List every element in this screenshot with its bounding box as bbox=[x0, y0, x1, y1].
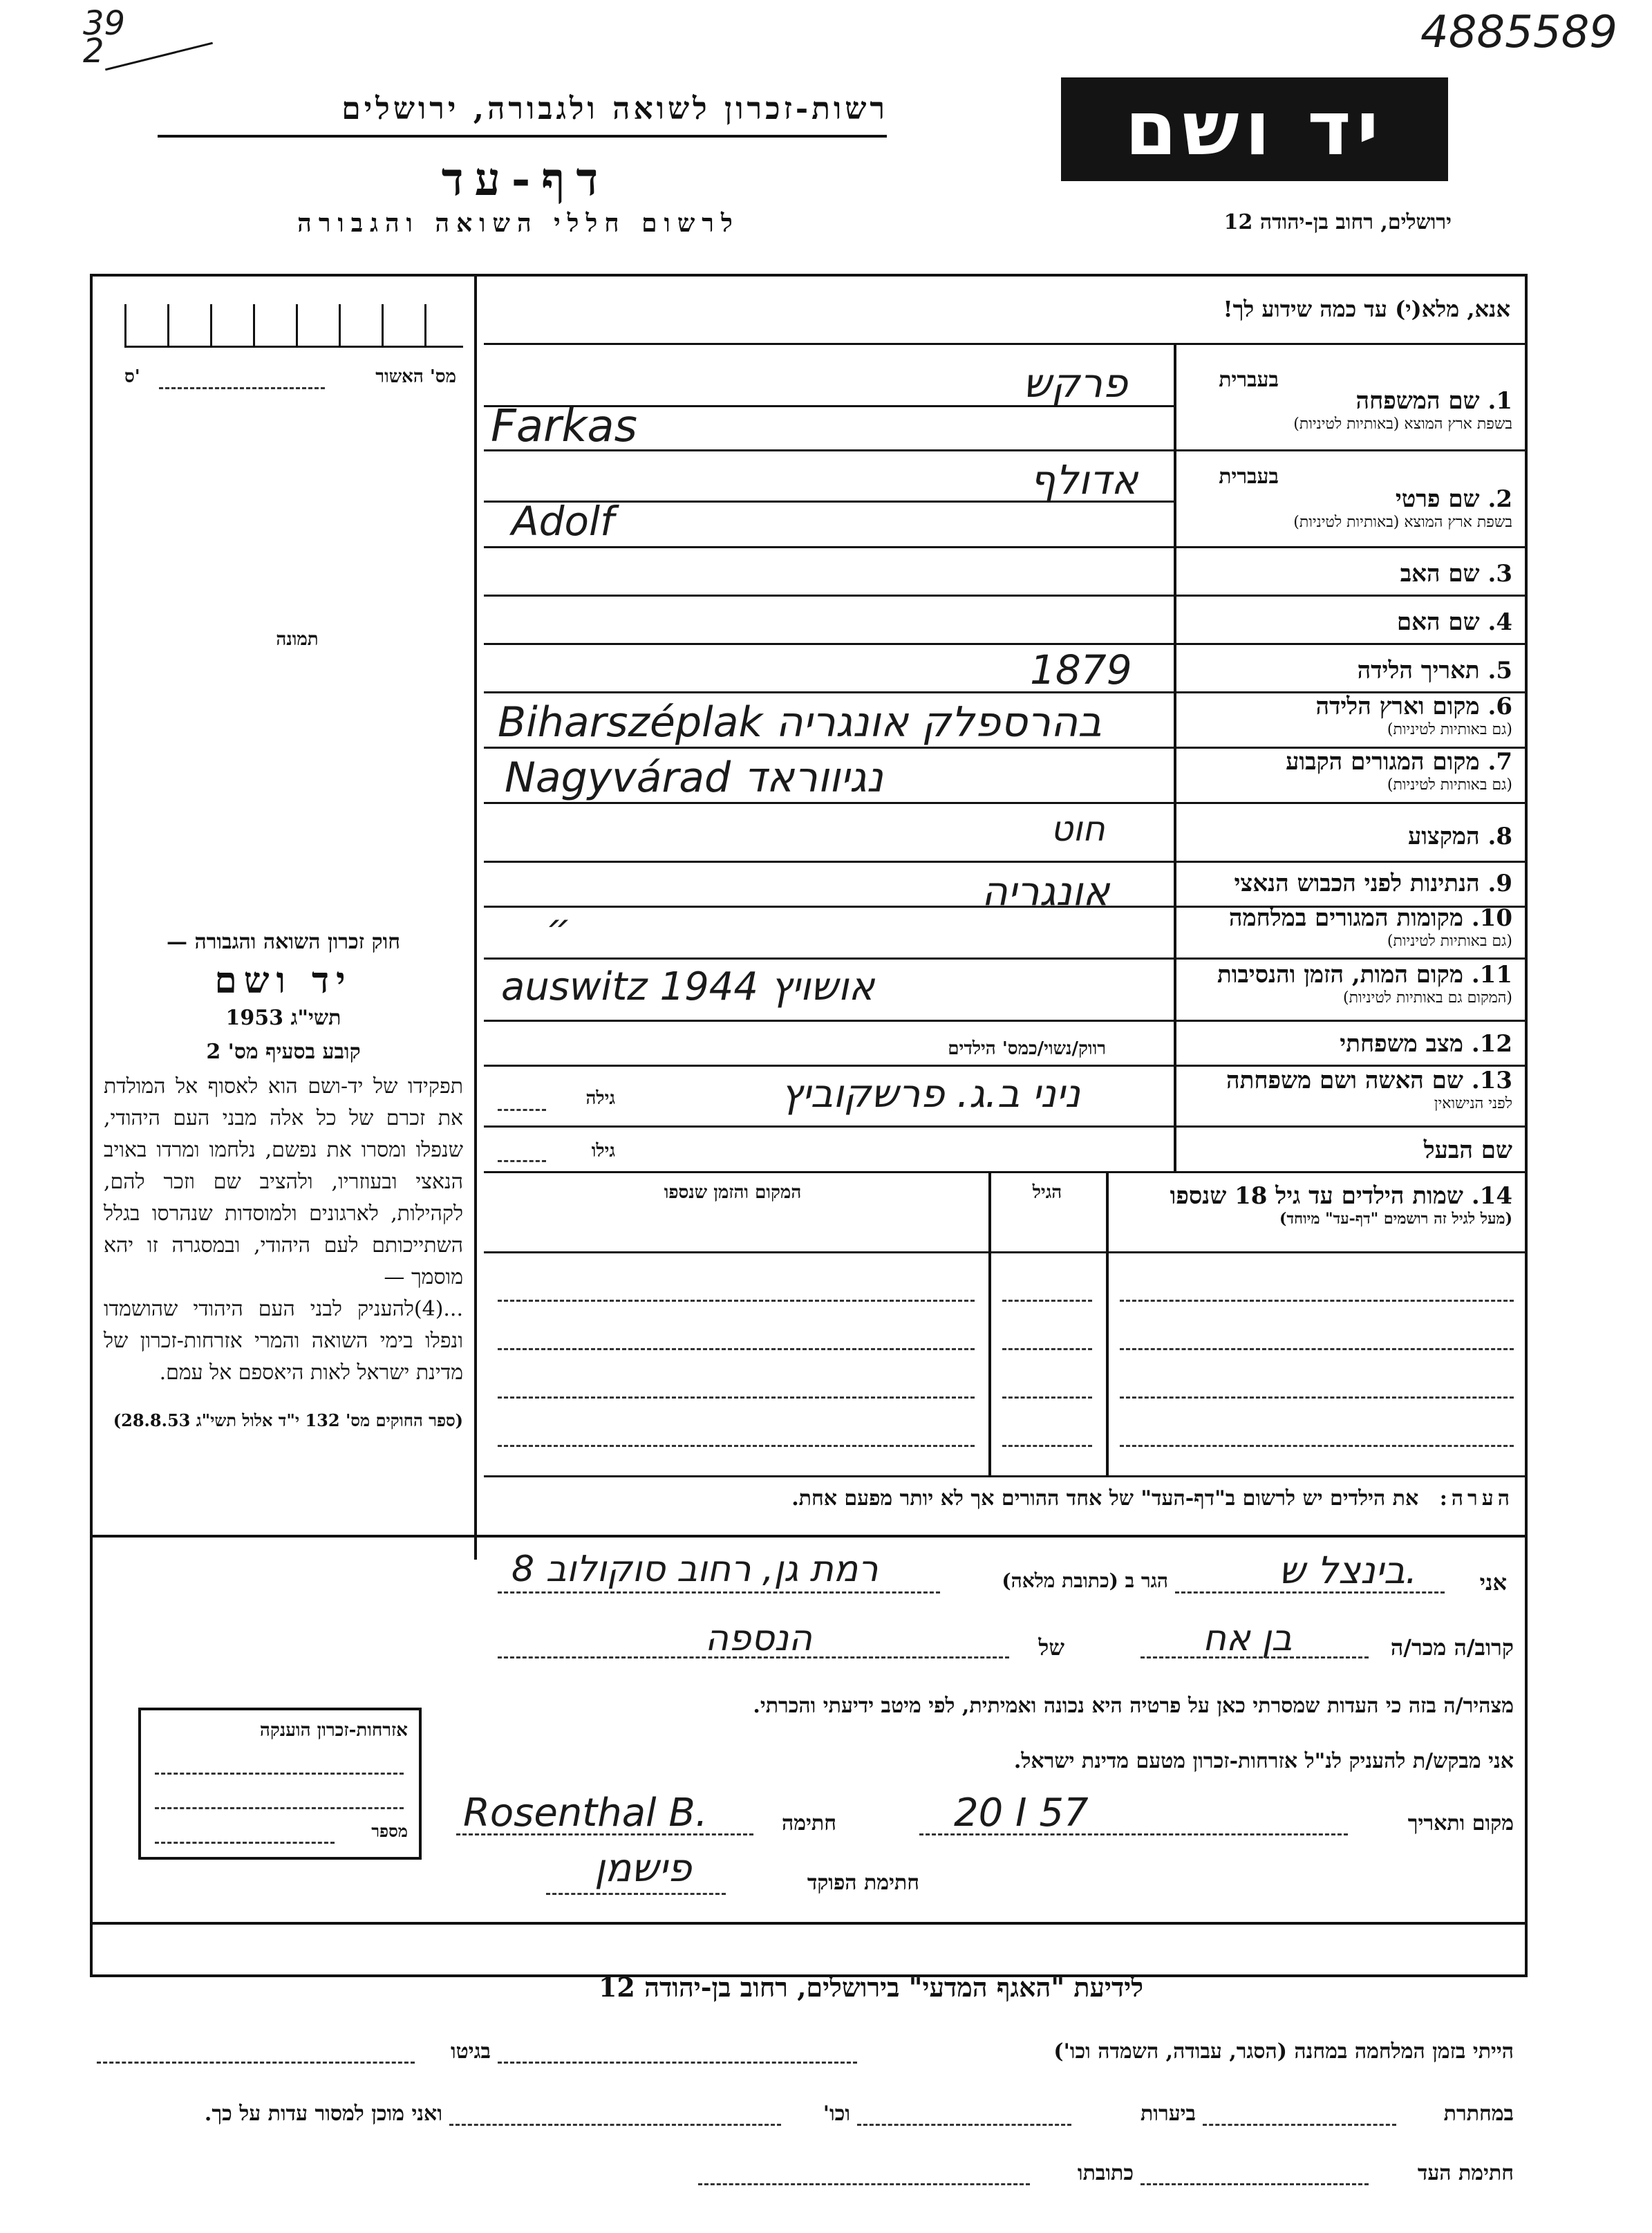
footer-line2-c: וכו' bbox=[823, 2102, 850, 2126]
signature-value: Rosenthal B. bbox=[463, 1791, 708, 1835]
approval-suffix: ס' bbox=[124, 366, 140, 387]
footer-line2-d: ואני מוכן למסור עדות על כך. bbox=[204, 2102, 442, 2126]
field-7-label: 7. מקום המגורים הקבוע (גם באותיות לטיניות) bbox=[1286, 748, 1512, 794]
statement-1: מצהיר/ה בזה כי העדות שמסרתי כאן על פרטיה היא נכונה ואמיתית, לפי מיטב ידיעתי והכרתי. bbox=[753, 1694, 1514, 1718]
field-9-label: 9. הנתינות לפני הכבוש הנאצי bbox=[1234, 870, 1512, 897]
note-label: הערה: bbox=[1439, 1486, 1514, 1511]
yad-vashem-logo bbox=[1061, 77, 1448, 181]
of-value: הנספה bbox=[705, 1618, 812, 1659]
intro-text: אנא, מלא(י) עד כמה שידוע לך! bbox=[1223, 296, 1510, 322]
field-10-value: ״ bbox=[546, 906, 572, 951]
field-2-value-hebrew: אדולף bbox=[1030, 456, 1138, 503]
footer-line2-a: במחתרת bbox=[1443, 2102, 1514, 2126]
footer-line1-a: הייתי בזמן המלחמה במחנה (הסגר, עבודה, השמדה וכו') bbox=[1053, 2039, 1514, 2064]
declaration-lives-label: הגר ב (כתובת מלאה) bbox=[1002, 1569, 1168, 1592]
declaration-i-label: אני bbox=[1479, 1569, 1507, 1596]
approval-label: מס' האשור bbox=[375, 366, 456, 387]
field-9-value: אונגריה bbox=[982, 868, 1110, 915]
field-13-value: ניני ב.ג. פרשקוביץ bbox=[781, 1072, 1080, 1116]
field-8-value: חוט bbox=[1051, 809, 1105, 849]
field-12-label: 12. מצב משפחתי bbox=[1340, 1030, 1512, 1058]
law-box bbox=[104, 930, 463, 1432]
officer-label: חתימת הפוקד bbox=[807, 1871, 919, 1895]
law-text-2: ...(4)להעניק לבני העם היהודי שהושמדו ונפלו בימי השואה והמרי אזרחות-זכרון של מדינת ישראל לאות היאספם אל עמם. bbox=[104, 1297, 463, 1385]
citizenship-box-title: אזרחות-זכרון הוענקה bbox=[259, 1720, 408, 1741]
field-6-value: Biharszéplak בהרספלק אונגריה bbox=[498, 698, 1102, 747]
corner-note: 39 2 bbox=[83, 4, 126, 71]
field-1-value-latin: Farkas bbox=[491, 401, 637, 452]
field-3-label: 3. שם האב bbox=[1400, 560, 1512, 588]
field-11-value: auswitz 1944 אושויץ bbox=[501, 964, 875, 1009]
institution-name: רשות-זכרון לשואה ולגבורה, ירושלים bbox=[341, 91, 888, 127]
law-title: חוק זכרון השואה והגבורה — bbox=[167, 930, 400, 954]
footer-title: לידיעת "האגף המדעי" בירושלים, רחוב בן-יהודה 12 bbox=[598, 1972, 1144, 2003]
header-address: ירושלים, רחוב בן-יהודה 12 bbox=[1223, 210, 1452, 234]
field-11-label: 11. מקום המות, הזמן והנסיבות (המקום גם באותיות לטיניות) bbox=[1217, 961, 1512, 1007]
photo-label: תמונה bbox=[276, 629, 319, 650]
archive-number: 4885589 bbox=[1420, 7, 1617, 58]
relative-value: בן אח bbox=[1203, 1618, 1293, 1659]
field-2-value-latin: Adolf bbox=[511, 498, 614, 545]
form-subtitle: לרשום חללי השואה והגבורה bbox=[297, 209, 740, 238]
field-6-label: 6. מקום וארץ הלידה (גם באותיות לטיניות) bbox=[1315, 693, 1512, 738]
law-year: תשי"ג 1953 bbox=[225, 1006, 341, 1030]
husband-label: שם הבעל bbox=[1423, 1137, 1512, 1164]
field-2-hebrew-tag: בעברית bbox=[1219, 465, 1279, 489]
law-section: קובע בסעיף מס' 2 bbox=[206, 1040, 361, 1064]
wife-age-label: גילה bbox=[585, 1088, 615, 1109]
children-col-age: הגיל bbox=[1032, 1182, 1062, 1203]
citizenship-box bbox=[138, 1708, 422, 1860]
field-10-label: 10. מקומות המגורים במלחמה (גם באותיות לטיניות) bbox=[1228, 904, 1512, 950]
place-date-label: מקום ותאריך bbox=[1407, 1811, 1514, 1835]
officer-value: פישמן bbox=[594, 1846, 692, 1891]
field-8-label: 8. המקצוע bbox=[1407, 823, 1512, 850]
field-13-label: 13. שם האשה ושם משפחתה לפני הנישואין bbox=[1226, 1067, 1512, 1112]
field-12-value: רווק/נשוי/כמס' הילדים bbox=[948, 1038, 1106, 1059]
field-4-label: 4. שם האם bbox=[1396, 608, 1512, 636]
law-name: יד ושם bbox=[214, 960, 353, 1002]
children-note bbox=[484, 1486, 1514, 1511]
law-reference: (ספר החוקים מס' 132 י"ד אלול תשי"ג 28.8.53) bbox=[113, 1410, 463, 1430]
of-label: של bbox=[1038, 1634, 1064, 1661]
children-col-place: המקום והזמן שנספו bbox=[664, 1182, 802, 1203]
children-label: 14. שמות הילדים עד גיל 18 שנספו (מעל לגיל זה רושמים "דף-עד" מיוחד) bbox=[1170, 1182, 1512, 1228]
form-title: דף-עד bbox=[441, 152, 610, 206]
husband-age-label: גילו bbox=[591, 1141, 615, 1161]
footer-line1-b: בגיטו bbox=[450, 2039, 491, 2064]
footer-line3-a: חתימת העד bbox=[1417, 2161, 1514, 2185]
field-5-label: 5. תאריך הלידה bbox=[1357, 657, 1512, 684]
field-1-value-hebrew: פרקש bbox=[1023, 359, 1128, 407]
relative-label: קרוב/ה מכר/ה bbox=[1390, 1634, 1514, 1661]
field-1-label: 1. שם המשפחה בשפת ארץ המוצא (באותיות לטיניות) bbox=[1293, 387, 1512, 433]
signature-label: חתימה bbox=[782, 1811, 836, 1835]
note-text: את הילדים יש לרשום ב"דף-העד" של אחד ההורים אך לא יותר מפעם אחת. bbox=[791, 1486, 1419, 1511]
logo-text: יד ושם bbox=[1125, 86, 1385, 172]
declaration-lives-value: רמת גן, רחוב סוקולוב 8 bbox=[511, 1549, 879, 1590]
field-5-value: 1879 bbox=[1030, 646, 1132, 693]
declaration-i-value: בינצל ש. bbox=[1279, 1549, 1418, 1592]
place-date-value: 20 I 57 bbox=[954, 1791, 1089, 1835]
field-1-hebrew-tag: בעברית bbox=[1219, 368, 1279, 392]
law-text: תפקידו של יד-ושם הוא לאסוף אל המולדת את זכרם של כל אלה מבני העם היהודי, שנפלו ומסרו את נפשם, נלחמו ומרדו באויב הנאצי ובעוזריו, ולהציב שם וזכר להם, לקהילות, לארגונים ולמוסדות שנהרסו בגלל השתייכותם לעם היהודי, ובמסגרה זו יהא מוסמך — bbox=[104, 1074, 463, 1289]
citizenship-number-label: מספר bbox=[371, 1821, 408, 1841]
footer-line3-b: כתובתו bbox=[1077, 2161, 1134, 2185]
approval-ticks bbox=[124, 304, 463, 348]
statement-2: אני מבקש/ת להעניק לנ"ל אזרחות-זכרון מטעם מדינת ישראל. bbox=[1013, 1749, 1514, 1773]
field-7-value: Nagyvárad נגיווראד bbox=[505, 754, 883, 802]
field-2-label: 2. שם פרטי בשפת ארץ המוצא (באותיות לטיניות) bbox=[1293, 485, 1512, 531]
footer-line2-b: ביערות bbox=[1140, 2102, 1196, 2126]
